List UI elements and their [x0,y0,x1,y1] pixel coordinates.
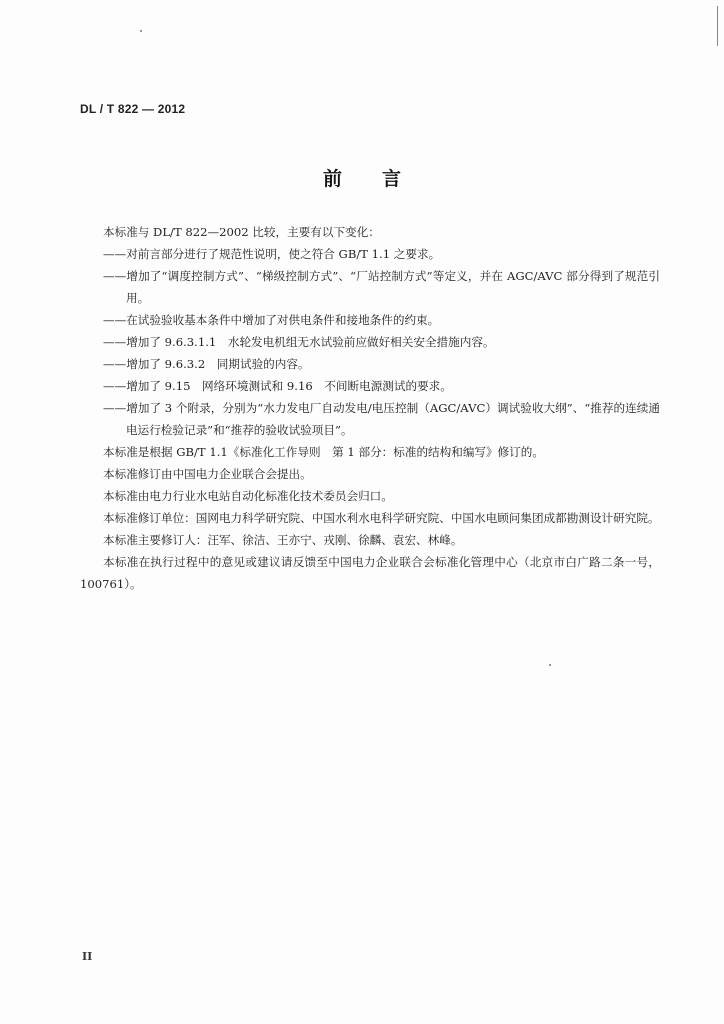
paragraph-units: 本标准修订单位：国网电力科学研究院、中国水利水电科学研究院、中国水电顾问集团成都勘测设计研究院。 [103,511,660,525]
paragraph-authors: 本标准主要修订人：汪军、徐洁、王亦宁、戎刚、徐麟、袁宏、林峰。 [103,533,463,547]
paragraph-committee: 本标准由电力行业水电站自动化标准化技术委员会归口。 [103,489,393,503]
foreword-body [80,221,660,595]
paragraph-feedback: 本标准在执行过程中的意见或建议请反馈至中国电力企业联合会标准化管理中心（北京市白广路二条一号，100761）。 [80,555,660,591]
change-item: ——增加了 3 个附录，分别为“水力发电厂自动发电/电压控制（AGC/AVC）调试验收大纲”、“推荐的连续通电运行检验记录”和“推荐的验收试验项目”。 [103,401,660,437]
change-item: ——增加了“调度控制方式”、“梯级控制方式”、“厂站控制方式”等定义，并在 AGC/AVC 部分得到了规范引用。 [103,269,660,305]
change-item: ——增加了 9.15 网络环境测试和 9.16 不间断电源测试的要求。 [103,379,452,393]
scan-edge-mark [717,6,718,46]
page-number: II [82,950,93,963]
change-item: ——增加了 9.6.3.1.1 水轮发电机组无水试验前应做好相关安全措施内容。 [103,335,495,349]
paragraph-intro: 本标准与 DL/T 822—2002 比较，主要有以下变化： [103,225,380,239]
change-item: ——增加了 9.6.3.2 同期试验的内容。 [103,357,310,371]
paragraph-proposer: 本标准修订由中国电力企业联合会提出。 [103,467,312,481]
paragraph-basis: 本标准是根据 GB/T 1.1《标准化工作导则 第 1 部分：标准的结构和编写》修订的。 [103,445,544,459]
page-title: 前言 [322,168,441,190]
scan-speck [549,664,551,666]
change-item: ——对前言部分进行了规范性说明，使之符合 GB/T 1.1 之要求。 [103,247,441,261]
scan-speck [140,30,142,32]
document-code: DL / T 822 — 2012 [80,102,186,116]
change-item: ——在试验验收基本条件中增加了对供电条件和接地条件的约束。 [103,313,440,327]
